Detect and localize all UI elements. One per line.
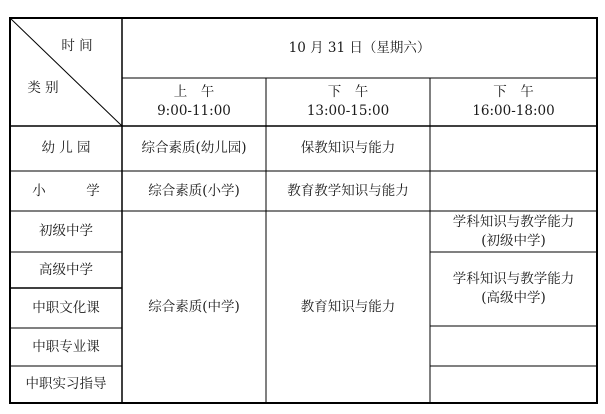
cell-primary-session1: 综合素质(小学) bbox=[148, 182, 240, 199]
cell-kindergarten-session1: 综合素质(幼儿园) bbox=[141, 140, 247, 156]
session-header-1 bbox=[122, 78, 266, 126]
session-header-2 bbox=[266, 78, 430, 126]
junior-subject-line2: (初级中学) bbox=[481, 232, 546, 249]
senior-subject-line1: 学科知识与教学能力 bbox=[452, 271, 575, 287]
category-vocational-major: 中职专业课 bbox=[32, 338, 100, 355]
category-senior-secondary: 高级中学 bbox=[39, 261, 93, 278]
session-header-3 bbox=[430, 78, 597, 126]
corner-category-label: 类 别 bbox=[27, 79, 59, 96]
junior-subject-line1: 学科知识与教学能力 bbox=[452, 213, 575, 230]
cell-junior-session3 bbox=[430, 211, 597, 252]
category-vocational-practice: 中职实习指导 bbox=[25, 376, 107, 392]
cell-senior-session3 bbox=[430, 252, 597, 326]
cell-primary-session2: 教育教学知识与能力 bbox=[287, 182, 409, 199]
corner-diagonal bbox=[10, 18, 122, 126]
cell-kindergarten-session2: 保教知识与能力 bbox=[300, 140, 396, 156]
session-2-period: 下 午 bbox=[327, 84, 369, 100]
session-3-time: 16:00-18:00 bbox=[472, 103, 555, 119]
cell-secondary-session1: 综合素质(中学) bbox=[148, 298, 240, 315]
session-1-period: 上 午 bbox=[173, 84, 215, 100]
session-2-time: 13:00-15:00 bbox=[306, 103, 390, 119]
corner-time-label: 时 间 bbox=[61, 37, 93, 54]
senior-subject-line2: (高级中学) bbox=[481, 290, 546, 306]
category-kindergarten: 幼 儿 园 bbox=[41, 140, 91, 156]
date-header: 10 月 31 日（星期六） bbox=[288, 39, 431, 56]
session-1-time: 9:00-11:00 bbox=[157, 103, 231, 119]
category-primary: 小 学 bbox=[32, 182, 100, 199]
category-junior-secondary: 初级中学 bbox=[39, 223, 93, 239]
cell-secondary-session2: 教育知识与能力 bbox=[300, 298, 396, 315]
session-3-period: 下 午 bbox=[493, 84, 534, 100]
category-vocational-culture: 中职文化课 bbox=[32, 299, 100, 316]
